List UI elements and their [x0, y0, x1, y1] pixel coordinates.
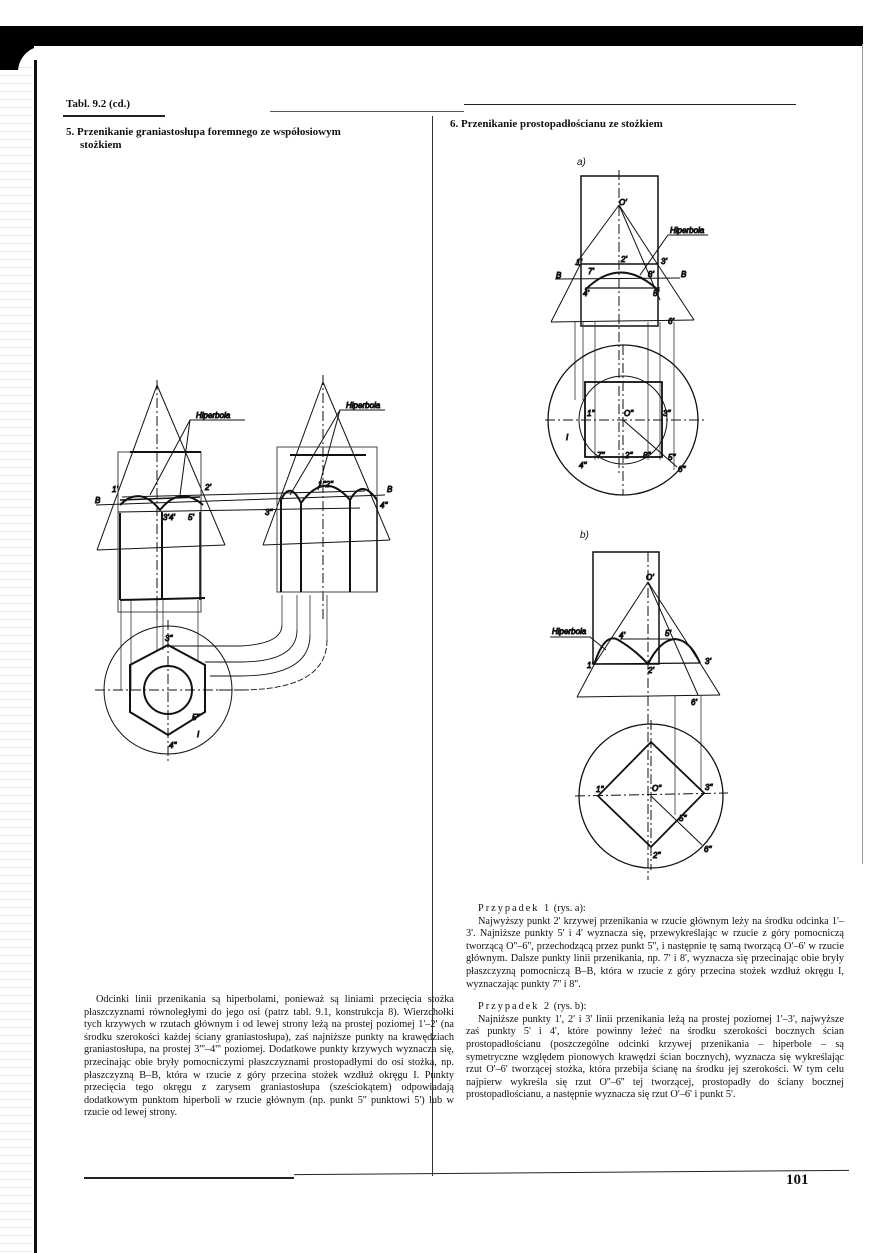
svg-text:Hiperbola: Hiperbola — [346, 401, 381, 410]
svg-text:4'': 4'' — [169, 741, 177, 750]
svg-text:6'': 6'' — [704, 845, 712, 854]
svg-text:5'': 5'' — [668, 453, 676, 462]
svg-text:5': 5' — [653, 289, 659, 298]
svg-text:4'': 4'' — [380, 501, 388, 510]
svg-text:O': O' — [646, 573, 654, 582]
svg-text:7': 7' — [588, 267, 594, 276]
svg-text:4'': 4'' — [579, 461, 587, 470]
svg-text:B: B — [387, 485, 393, 494]
section-6-paragraphs — [466, 903, 844, 1102]
table-reference: Tabl. 9.2 (cd.) — [66, 98, 131, 110]
svg-text:I: I — [566, 433, 569, 442]
case2-text: Najniższe punkty 1', 2' i 3' linii przenikania leżą na prostej poziomej 1'–3', najwyższe zaś punkty 5' i 4', które powinny leżeć na środku szerokości bocznych ścian prostopadłościanu (poszczególne odcinki krzywej przenikania – hiperbole – są symetryczne względem pionowych krawędzi ścian bocznych), wyznacza się wykreślając rzut O'–6' tworzącej stożka, która przebija ścianę na środku jej szerokości. W tym celu najpierw wykreśla się rzut O''–6'' tej tworzącej, prostopadły do ściany bocznej prostopadłościanu, a następnie wyznacza się rzut O'–6' i punkt 5'. — [466, 1013, 844, 1101]
svg-text:3'4': 3'4' — [163, 513, 175, 522]
svg-text:B: B — [556, 271, 562, 280]
svg-text:3'': 3'' — [165, 634, 173, 643]
svg-text:8'': 8'' — [643, 451, 651, 460]
svg-text:8': 8' — [648, 270, 654, 279]
svg-text:1'': 1'' — [596, 785, 604, 794]
svg-text:7'': 7'' — [597, 451, 605, 460]
svg-text:B: B — [95, 496, 101, 505]
svg-text:B: B — [681, 270, 687, 279]
svg-text:3'': 3'' — [265, 508, 273, 517]
svg-text:3'': 3'' — [705, 783, 713, 792]
svg-text:1': 1' — [587, 661, 593, 670]
section-5-paragraph — [84, 994, 454, 1120]
svg-text:1': 1' — [576, 258, 582, 267]
section-5-title-line2: stożkiem — [80, 139, 122, 151]
svg-text:O'': O'' — [652, 784, 662, 793]
svg-text:6': 6' — [691, 698, 697, 707]
svg-text:5'': 5'' — [679, 814, 687, 823]
case1-heading-line — [466, 903, 844, 916]
section-5-title-line1: 5. Przenikanie graniastosłupa foremnego ze współosiowym — [66, 126, 341, 138]
svg-text:1''2'': 1''2'' — [318, 480, 334, 489]
svg-text:Hiperbola: Hiperbola — [670, 226, 705, 235]
footer-rule-left — [84, 1177, 294, 1179]
page-number: 101 — [786, 1172, 809, 1188]
section-6-title: 6. Przenikanie prostopadłościanu ze stożkiem — [450, 118, 663, 130]
svg-text:2': 2' — [648, 666, 654, 675]
svg-text:2'': 2'' — [653, 851, 661, 860]
svg-text:2': 2' — [621, 255, 627, 264]
case2-heading: Przypadek 2 — [478, 1001, 552, 1013]
svg-text:O'': O'' — [624, 409, 634, 418]
svg-text:I: I — [197, 730, 200, 739]
case2-ref: (rys. b): — [551, 1001, 587, 1013]
svg-text:2'': 2'' — [625, 451, 633, 460]
section-5-text: Odcinki linii przenikania są hiperbolami, ponieważ są liniami przecięcia stożka płaszczyznami równoległymi do jego osi (patrz tabl. 9.1, konstrukcja 8). Wierzchołki tych krzywych w rzutach głównym i od lewej strony leżą na prostej poziomej 1'–2' (na środku szerokości każdej ściany graniastosłupa), zaś najniższe punkty na krawędziach graniastosłupa, na prostej 3'''–4''' poziomej. Dodatkowe punkty krzywych wyznacza się, przecinając obie bryły pomocniczymi płaszczyznami prostopadłymi do osi stożka, np. płaszczyzną B–B, która w rzucie z góry przecina stożek wzdłuż okręgu I. Punkty przecięcia tego okręgu z zarysem graniastosłupa (sześciokątem) odpowiadają dodatkowym punktom hiperboli w rzucie głównym (np. punkt 5'' punktowi 5') lub w rzucie od lewej strony. — [84, 994, 454, 1119]
svg-text:6'': 6'' — [678, 465, 686, 474]
svg-text:3': 3' — [661, 257, 667, 266]
svg-text:5'': 5'' — [192, 713, 200, 722]
case1-ref: (rys. a): — [551, 903, 586, 914]
svg-text:1': 1' — [112, 485, 118, 494]
case2-heading-line — [466, 1001, 844, 1014]
svg-text:5': 5' — [665, 629, 671, 638]
svg-text:3': 3' — [705, 657, 711, 666]
svg-text:1'': 1'' — [587, 409, 595, 418]
svg-text:2': 2' — [205, 483, 211, 492]
svg-text:6': 6' — [668, 317, 674, 326]
case1-text: Najwyższy punkt 2' krzywej przenikania w rzucie głównym leży na środku odcinka 1'–3'. Najniższe punkty 5' i 4' wyznacza się, przewykreślając w rzucie z góry pomocniczą tworzącą O''–6'', przechodzącą przez punkt 5'', i następnie tę samą tworzącą O'–6' w rzucie głównym. Dalsze punkty linii przenikania, np. 7' i 8', wyznacza się przecinając obie bryły płaszczyzną pomocniczą B–B, która w rzucie z góry przecina stożek wzdłuż okręgu I, wyznaczając punkty 7'' i 8''. — [466, 915, 844, 990]
svg-text:O': O' — [619, 198, 627, 207]
svg-text:3'': 3'' — [663, 409, 671, 418]
svg-text:5': 5' — [188, 513, 194, 522]
svg-text:Hiperbola: Hiperbola — [196, 411, 231, 420]
case1-heading: Przypadek 1 — [478, 903, 552, 914]
svg-text:Hiperbola: Hiperbola — [552, 627, 587, 636]
figure-b-label: b) — [580, 530, 589, 541]
svg-text:4': 4' — [619, 631, 625, 640]
svg-text:4': 4' — [583, 289, 589, 298]
figure-a-label: a) — [577, 157, 586, 168]
